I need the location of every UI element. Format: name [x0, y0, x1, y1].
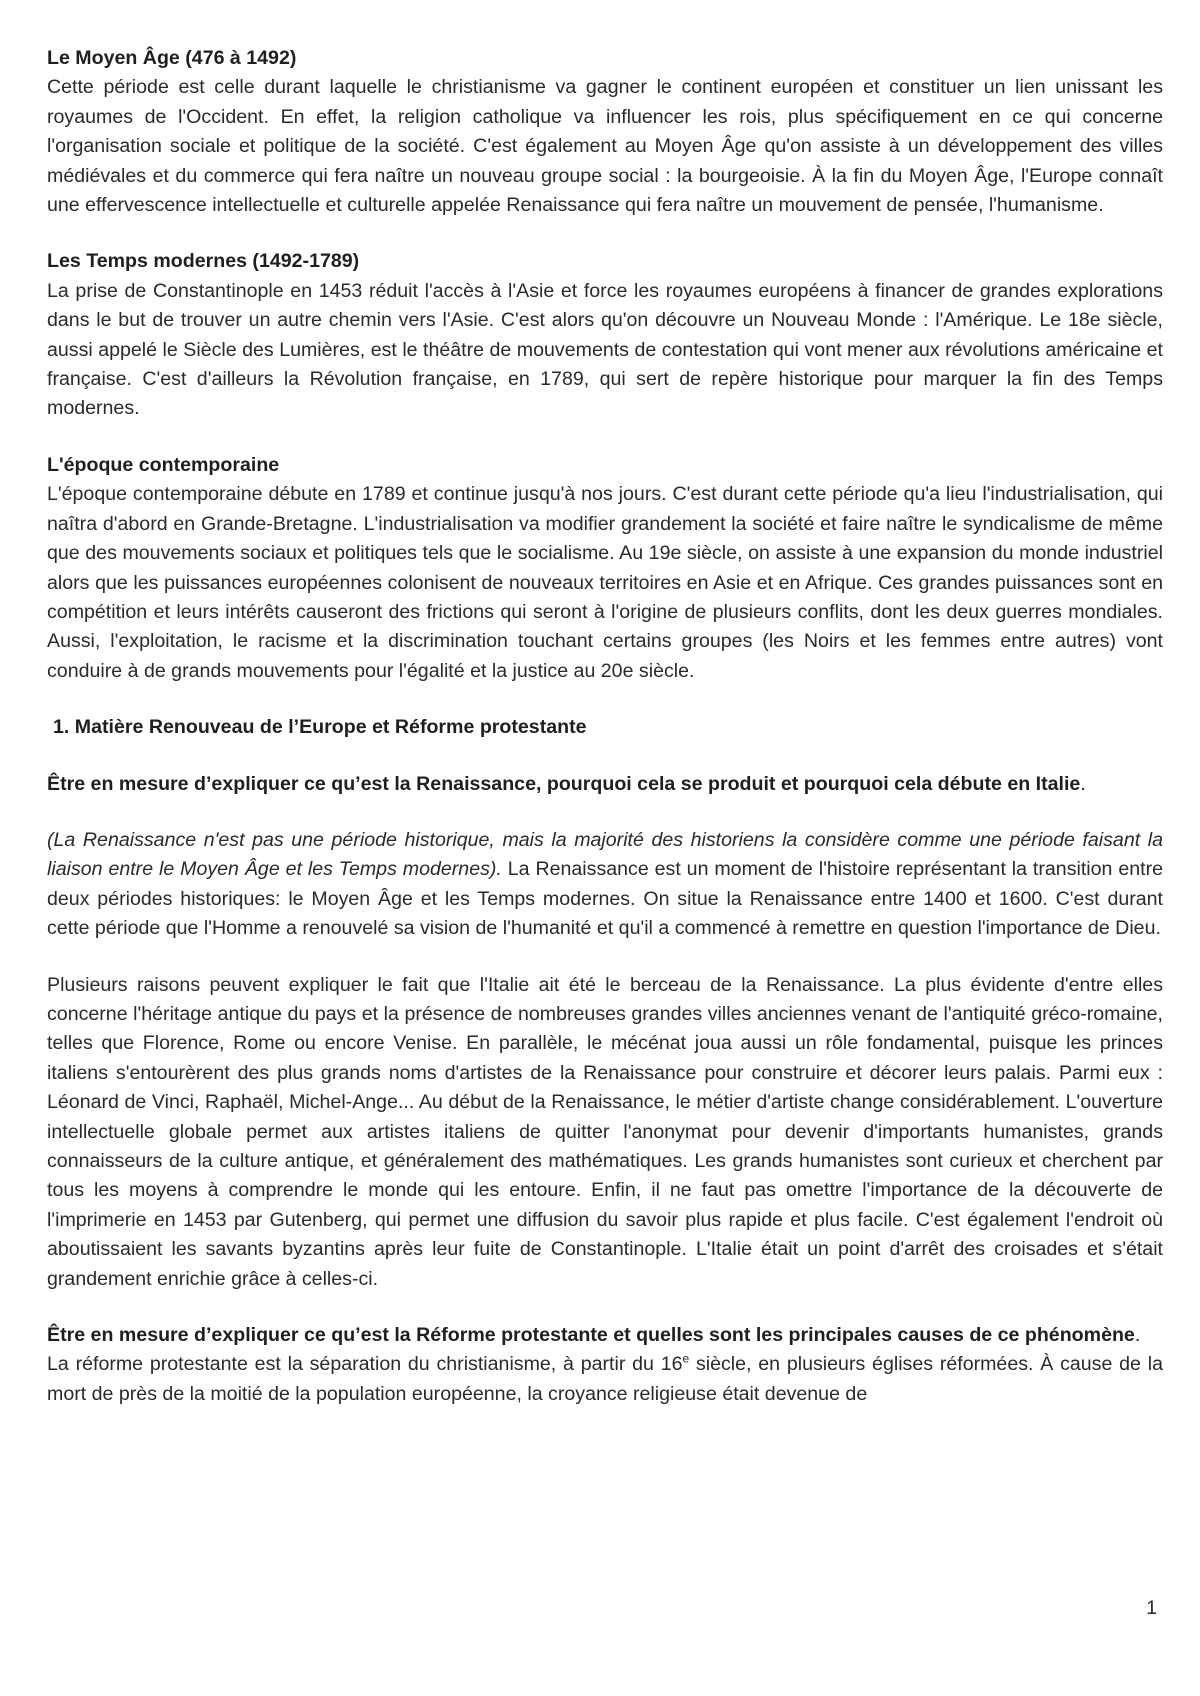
moyen-age-heading: Le Moyen Âge (476 à 1492) — [47, 47, 297, 69]
reforme-question — [47, 1321, 1163, 1350]
contemporaine-paragraph: L'époque contemporaine débute en 1789 et continue jusqu'à nos jours. C'est durant cette période qu'a lieu l'industrialisation, qui naîtra d'abord en Grande-Bretagne. L'industrialisation va modifier grandement la société et faire naître le syndicalisme de même que des mouvements sociaux et politiques tels que le socialisme. Au 19e siècle, on assiste à une expansion du monde industriel alors que les puissances européennes colonisent de nouveaux territoires en Asie et en Afrique. Ces grandes puissances sont en compétition et leurs intérêts causeront des frictions qui seront à l'origine de plusieurs conflits, dont les deux guerres mondiales. Aussi, l'exploitation, le racisme et la discrimination touchant certains groupes (les Noirs et les femmes entre autres) vont conduire à de grands mouvements pour l'égalité et la justice au 20e siècle. — [47, 483, 1163, 682]
renaissance-question-text: Être en mesure d’expliquer ce qu’est la Renaissance, pourquoi cela se produit et pourquoi cela débute en Italie — [47, 772, 1081, 795]
matiere-heading: 1. Matière Renouveau de l’Europe et Réforme protestante — [53, 716, 587, 739]
renaissance-body: La Renaissance est un moment de l'histoire représentant la transition entre deux périodes historiques: le Moyen Âge et les Temps modernes. On situe la Renaissance entre 1400 et 1600. C'est durant cette période que l'Homme a renouvelé sa vision de l'humanité et qu'il a commencé à remettre en question l'importance de Dieu. — [47, 858, 1163, 940]
temps-modernes-heading: Les Temps modernes (1492-1789) — [47, 250, 360, 273]
reforme-body-start: La réforme protestante est la séparation du christianisme, à partir du 16 — [47, 1353, 683, 1376]
renaissance-italic-note: (La Renaissance n'est pas une période historique, mais la majorité des historiens la considère comme une période faisant la liaison entre le Moyen Âge et les Temps modernes). — [47, 828, 1163, 881]
reforme-body-end: siècle, en plusieurs églises réformées. À cause de la mort de près de la moitié de la population européenne, la croyance religieuse était devenue de — [47, 1353, 1163, 1405]
contemporaine-heading: L'époque contemporaine — [47, 453, 280, 476]
reforme-superscript: e — [682, 1351, 690, 1366]
renaissance-question-period: . — [1080, 772, 1086, 795]
page-number: 1 — [1146, 1597, 1157, 1619]
temps-modernes-paragraph: La prise de Constantinople en 1453 réduit l'accès à l'Asie et force les royaumes européens à financer de grandes explorations dans le but de trouver un autre chemin vers l'Asie. C'est alors qu'on découvre un Nouveau Monde : l'Amérique. Le 18e siècle, aussi appelé le Siècle des Lumières, est le théâtre de mouvements de contestation qui vont mener aux révolutions américaine et française. C'est d'ailleurs la Révolution française, en 1789, qui sert de repère historique pour marquer la fin des Temps modernes. — [47, 279, 1163, 420]
italie-paragraph: Plusieurs raisons peuvent expliquer le fait que l'Italie ait été le berceau de la Renaissance. La plus évidente d'entre elles concerne l'héritage antique du pays et la présence de nombreuses grandes villes anciennes venant de l'antiquité gréco-romaine, telles que Florence, Rome ou encore Venise. En parallèle, le mécénat joua aussi un rôle fondamental, puisque les princes italiens s'entourèrent des plus grands noms d'artistes de la Renaissance pour construire et décorer leurs palais. Parmi eux : Léonard de Vinci, Raphaël, Michel-Ange... Au début de la Renaissance, le métier d'artiste change considérablement. L'ouverture intellectuelle globale permet aux artistes italiens de quitter l'anonymat pour devenir d'importants humanistes, grands connaisseurs de la culture antique, et généralement des mathématiques. Les grands humanistes sont curieux et cherchent par tous les moyens à comprendre le monde qui les entoure. Enfin, il ne faut pas omettre l'importance de la découverte de l'imprimerie en 1453 par Gutenberg, qui permet une diffusion du savoir plus rapide et plus facile. C'est également l'endroit où aboutissaient les savants byzantins après leur fuite de Constantinople. L'Italie était un point d'arrêt des croisades et s'était grandement enrichie grâce à celles-ci. — [47, 973, 1163, 1290]
moyen-age-paragraph: Cette période est celle durant laquelle le christianisme va gagner le continent européen et constituer un lien unissant les royaumes de l'Occident. En effet, la religion catholique va influencer les rois, plus spécifiquement en ce qui concerne l'organisation sociale et politique de la société. C'est également au Moyen Âge qu'on assiste à un développement des villes médiévales et du commerce qui fera naître un nouveau groupe social : la bourgeoisie. À la fin du Moyen Âge, l'Europe connaît une effervescence intellectuelle et culturelle appelée Renaissance qui fera naître un mouvement de pensée, l'humanisme. — [47, 76, 1163, 217]
reforme-question-period: . — [1134, 1324, 1141, 1347]
renaissance-question — [47, 770, 1163, 799]
reforme-question-text: Être en mesure d’expliquer ce qu’est la Réforme protestante et quelles sont les principales causes de ce phénomène — [47, 1324, 1135, 1347]
reforme-paragraph — [47, 1350, 1163, 1409]
renaissance-paragraph — [47, 826, 1163, 944]
document-page — [47, 44, 1163, 1409]
